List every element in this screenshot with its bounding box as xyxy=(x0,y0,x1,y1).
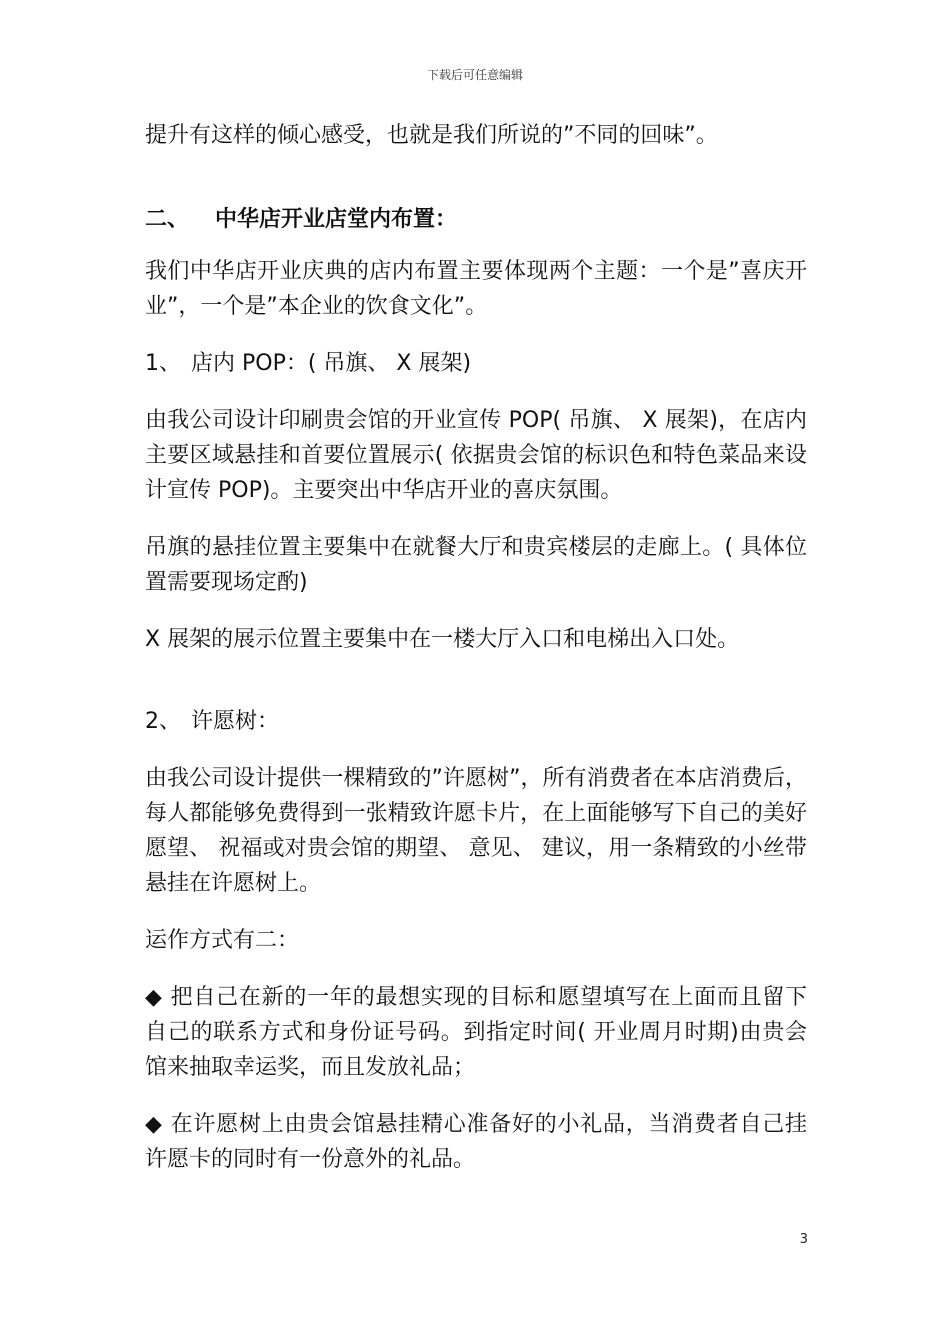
bullet-text: 把自己在新的一年的最想实现的目标和愿望填写在上面而且留下自己的联系方式和身份证号码。到指定时间( 开业周月时期)由贵会馆来抽取幸运奖，而且发放礼品； xyxy=(145,985,807,1080)
bullet-item-gift xyxy=(145,1107,807,1177)
diamond-bullet-icon: ◆ xyxy=(145,985,163,1010)
paragraph-operation-methods: 运作方式有二： xyxy=(145,928,300,953)
page-header: 下载后可任意编辑 xyxy=(426,68,523,82)
paragraph-themes: 我们中华店开业庆典的店内布置主要体现两个主题：一个是”喜庆开业”，一个是”本企业的饮食文化”。 xyxy=(145,259,807,319)
paragraph-banner-location: 吊旗的悬挂位置主要集中在就餐大厅和贵宾楼层的走廊上。( 具体位置需要现场定酌) xyxy=(145,535,807,595)
bullet-text: 在许愿树上由贵会馆悬挂精心准备好的小礼品，当消费者自己挂许愿卡的同时有一份意外的礼品。 xyxy=(145,1112,807,1172)
subsection-title: 店内 POP：( 吊旗、 X 展架) xyxy=(191,351,472,376)
paragraph-intro: 提升有这样的倾心感受，也就是我们所说的”不同的回味”。 xyxy=(145,123,718,148)
subsection-number: 2、 xyxy=(145,709,181,734)
paragraph-wish-tree: 由我公司设计提供一棵精致的”许愿树”，所有消费者在本店消费后，每人都能够免费得到一张精致许愿卡片，在上面能够写下自己的美好愿望、 祝福或对贵会馆的期望、 意见、 建议，用一条精致的小丝带悬挂在许愿树上。 xyxy=(145,766,807,896)
section-heading xyxy=(145,202,807,237)
bullet-item-lottery xyxy=(145,980,807,1085)
subsection-heading-pop xyxy=(145,346,807,381)
section-number: 二、 xyxy=(145,207,190,232)
document-body xyxy=(145,118,807,1177)
subsection-heading-wish-tree xyxy=(145,704,807,739)
subsection-title: 许愿树： xyxy=(191,709,280,734)
paragraph-xstand-location: X 展架的展示位置主要集中在一楼大厅入口和电梯出入口处。 xyxy=(145,627,740,652)
subsection-number: 1、 xyxy=(145,351,181,376)
section-title: 中华店开业店堂内布置： xyxy=(215,207,458,232)
page-number: 3 xyxy=(799,1232,808,1247)
diamond-bullet-icon: ◆ xyxy=(145,1112,163,1137)
paragraph-pop-description: 由我公司设计印刷贵会馆的开业宣传 POP( 吊旗、 X 展架)，在店内主要区域悬挂和首要位置展示( 依据贵会馆的标识色和特色菜品来设计宣传 POP)。主要突出中华店开业的喜庆氛围。 xyxy=(145,408,807,503)
